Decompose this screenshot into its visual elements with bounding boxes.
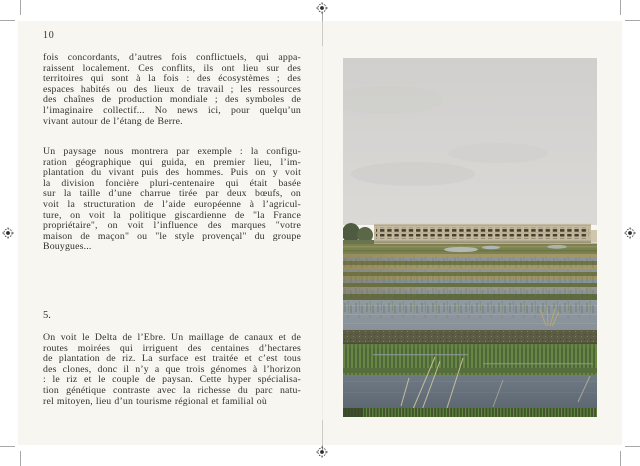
text-line: la division foncière pluri-centenaire qui était basée (43, 177, 301, 189)
photo-water-band (343, 300, 597, 330)
text-line: On voit le Delta de l’Ebre. Un maillage de canaux et de (43, 332, 301, 343)
photo-seedlings (343, 344, 597, 375)
text-line: maison de maçon" ou "le style provençal" du groupe (43, 230, 301, 242)
text-line: routes moirées qui irriguent des centaines d’hectares (43, 342, 301, 354)
photo-paddy-rows (343, 254, 597, 300)
text-line: vivant autour de l’étang de Berre. (43, 115, 183, 127)
crop-mark-bottom-right-h (625, 446, 640, 447)
wetland-photograph (343, 58, 597, 417)
section-number: 5. (43, 310, 51, 321)
fold-mark-top (322, 13, 323, 21)
registration-mark-icon (316, 2, 328, 14)
text-line: ration géographique qui guida, en premier lieu, l’im- (43, 156, 301, 168)
page-left (18, 21, 322, 445)
text-line: des chaînes de production mondiale ; des symboles de (43, 94, 301, 106)
crop-mark-bottom-left-v (20, 451, 21, 466)
photo-trees (343, 223, 374, 244)
crop-mark-top-right-h (625, 20, 640, 21)
crop-mark-top-left-v (20, 0, 21, 15)
page-spread (18, 21, 622, 445)
registration-mark-icon (316, 446, 328, 458)
paragraph-2 (43, 147, 301, 253)
crop-mark-bottom-right-v (620, 451, 621, 466)
text-line: ture, on voit la politique giscardienne de "la France (43, 209, 301, 221)
text-line: tion génétique contraste avec la richesse du parc natu- (43, 384, 301, 396)
text-line: propriétaire", on voit l’influence des marques "votre (43, 220, 301, 232)
text-line: rel mitoyen, lieu d’un tourisme régional et familial où (43, 395, 267, 407)
photo-grass-fringe (343, 408, 597, 417)
text-line: Bouygues... (43, 241, 92, 253)
text-line: sur la taille d’une charrue tirée par deux bœufs, on (43, 188, 301, 200)
photo-marsh (343, 244, 597, 254)
paragraph-3 (43, 333, 301, 407)
text-line: fois concordants, d’autres fois conflictuels, qui appa- (43, 52, 301, 63)
text-line: plantation du vivant puis des hommes. Puis on y voit (43, 167, 301, 179)
registration-mark-icon (624, 227, 636, 239)
text-line: Un paysage nous montrera par exemple : la configu- (43, 146, 301, 157)
photo-stubble (343, 330, 597, 344)
registration-mark-icon (2, 227, 14, 239)
text-line: de plantation de riz. La surface est traitée et c’est tous (43, 353, 301, 365)
paragraph-1 (43, 53, 301, 127)
text-line: territoires qui sont à la fois : des écosystèmes ; des (43, 73, 301, 85)
page-right (322, 21, 622, 445)
text-line: espaces habités ou des lieux de travail ; les ressources (43, 83, 301, 95)
photo-sky (343, 58, 597, 225)
text-line: voit la structuration de l’aide européenne à l’agricul- (43, 198, 301, 210)
crop-mark-top-right-v (620, 0, 621, 15)
photo-building (374, 223, 597, 244)
text-line: raissent localement. Ces conflits, ils ont lieu sur des (43, 62, 301, 74)
text-line: : le riz et le couple de paysan. Cette hyper spécialisa- (43, 374, 301, 386)
crop-mark-bottom-left-h (0, 446, 15, 447)
text-line: l’imaginaire collectif... No news ici, pour quelqu’un (43, 104, 301, 116)
text-line: des clones, donc il n’y a que trois génomes à l’horizon (43, 363, 301, 375)
crop-mark-top-left-h (0, 20, 15, 21)
page-number: 10 (43, 30, 55, 41)
